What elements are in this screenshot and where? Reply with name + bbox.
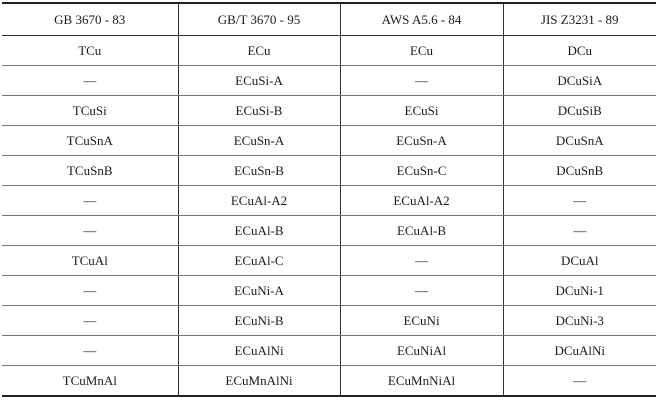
- table-cell: —: [340, 276, 503, 306]
- table-row: [2, 36, 656, 66]
- table-cell: DCuSiB: [503, 96, 656, 126]
- table-row: [2, 96, 656, 126]
- table-cell: —: [340, 66, 503, 96]
- table-cell: DCuSiA: [503, 66, 656, 96]
- table-cell: TCuSnB: [2, 156, 178, 186]
- table-row: [2, 276, 656, 306]
- table-cell: TCuAl: [2, 246, 178, 276]
- table-cell: ECuMnNiAl: [340, 366, 503, 397]
- table-row: [2, 366, 656, 397]
- table-cell: DCuSnB: [503, 156, 656, 186]
- table-row: [2, 246, 656, 276]
- table-cell: TCuSnA: [2, 126, 178, 156]
- table-cell: ECuMnAlNi: [178, 366, 340, 397]
- table-cell: ECuAl-A2: [178, 186, 340, 216]
- table-cell: —: [503, 366, 656, 397]
- table-cell: —: [503, 216, 656, 246]
- table-cell: ECuAl-C: [178, 246, 340, 276]
- header-jis-z3231-89: JIS Z3231 - 89: [503, 3, 656, 36]
- table-cell: ECuNiAl: [340, 336, 503, 366]
- table-cell: DCuNi-1: [503, 276, 656, 306]
- table-cell: TCuSi: [2, 96, 178, 126]
- table-cell: —: [2, 336, 178, 366]
- table-cell: DCuAlNi: [503, 336, 656, 366]
- table-cell: TCuMnAl: [2, 366, 178, 397]
- table-cell: —: [2, 216, 178, 246]
- table-cell: DCuAl: [503, 246, 656, 276]
- table-cell: —: [2, 186, 178, 216]
- table-cell: —: [2, 66, 178, 96]
- table-cell: ECuAl-B: [340, 216, 503, 246]
- header-gbt-3670-95: GB/T 3670 - 95: [178, 3, 340, 36]
- table-row: [2, 216, 656, 246]
- table-cell: ECuAl-A2: [340, 186, 503, 216]
- standards-comparison-table: [2, 2, 656, 397]
- table-cell: ECuSi-A: [178, 66, 340, 96]
- table-cell: ECuSi-B: [178, 96, 340, 126]
- table-cell: ECuSi: [340, 96, 503, 126]
- table-cell: —: [2, 276, 178, 306]
- table-row: [2, 306, 656, 336]
- table-cell: ECuNi-B: [178, 306, 340, 336]
- table-cell: DCuSnA: [503, 126, 656, 156]
- table-cell: ECuNi: [340, 306, 503, 336]
- table-row: [2, 126, 656, 156]
- table-row: [2, 66, 656, 96]
- table-row: [2, 186, 656, 216]
- table-cell: TCu: [2, 36, 178, 66]
- table-cell: ECu: [340, 36, 503, 66]
- table-cell: ECuSn-B: [178, 156, 340, 186]
- table-cell: —: [2, 306, 178, 336]
- table-cell: DCu: [503, 36, 656, 66]
- table-cell: ECuNi-A: [178, 276, 340, 306]
- table-cell: ECu: [178, 36, 340, 66]
- table-row: [2, 156, 656, 186]
- table-cell: ECuSn-A: [340, 126, 503, 156]
- header-gb-3670-83: GB 3670 - 83: [2, 3, 178, 36]
- header-row: [2, 3, 656, 36]
- header-aws-a5-6-84: AWS A5.6 - 84: [340, 3, 503, 36]
- table-cell: ECuSn-C: [340, 156, 503, 186]
- table-cell: —: [503, 186, 656, 216]
- table-cell: ECuSn-A: [178, 126, 340, 156]
- table-cell: ECuAlNi: [178, 336, 340, 366]
- table-row: [2, 336, 656, 366]
- table-cell: —: [340, 246, 503, 276]
- table-cell: ECuAl-B: [178, 216, 340, 246]
- table-cell: DCuNi-3: [503, 306, 656, 336]
